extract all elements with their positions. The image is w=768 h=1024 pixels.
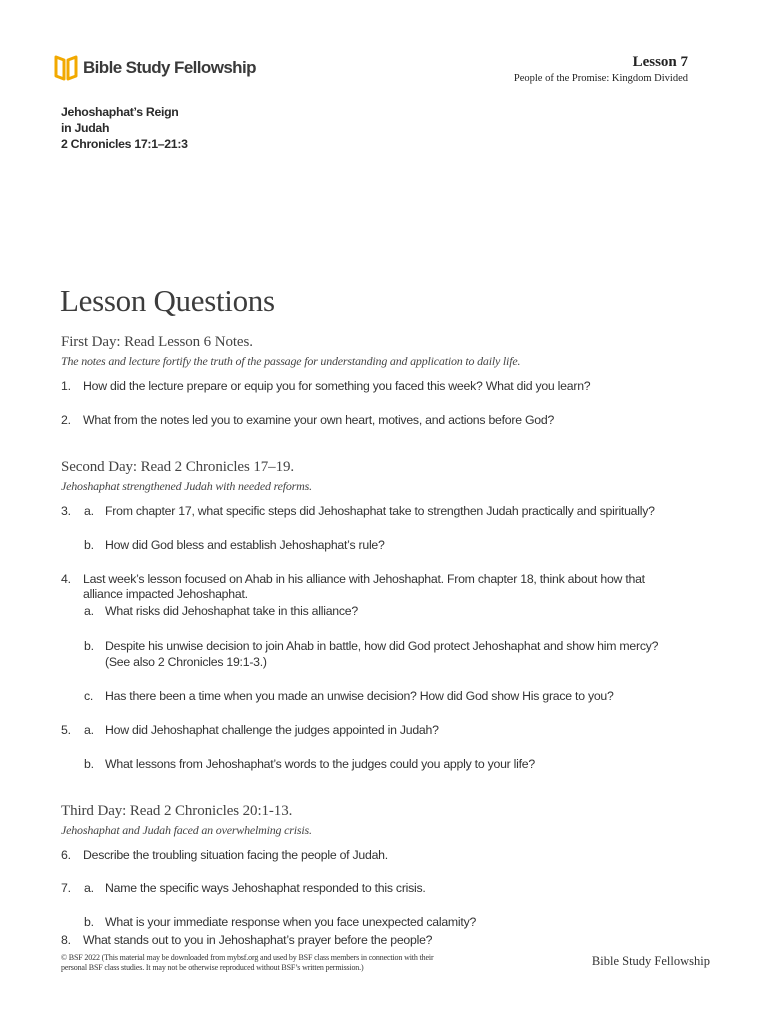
question-text: Despite his unwise decision to join Ahab in battle, how did God protect Jehoshaphat and show him mercy?: [105, 639, 659, 653]
question-text: What risks did Jehoshaphat take in this alliance?: [105, 604, 358, 618]
footer-brand: Bible Study Fellowship: [591, 954, 710, 968]
question-subletter: b.: [84, 639, 94, 653]
question-text: What is your immediate response when you face unexpected calamity?: [105, 915, 477, 929]
question-text: How did the lecture prepare or equip you for something you faced this week? What did you learn?: [83, 379, 591, 393]
question-number: 4.: [61, 572, 71, 586]
question-subletter: a.: [84, 723, 94, 737]
copyright-notice: [61, 953, 433, 973]
passage-line: in Judah: [61, 121, 110, 135]
question-text: Describe the troubling situation facing the people of Judah.: [83, 848, 388, 862]
question-number: 6.: [61, 848, 71, 862]
passage-reference: 2 Chronicles 17:1–21:3: [61, 137, 188, 151]
question-subletter: b.: [84, 915, 94, 929]
copyright-line: © BSF 2022 (This material may be downloaded from mybsf.org and used by BSF class members in connection with their: [61, 953, 434, 962]
day-subtitle-first: The notes and lecture fortify the truth of the passage for understanding and application to daily life.: [61, 354, 521, 368]
question-text: How did Jehoshaphat challenge the judges appointed in Judah?: [105, 723, 439, 737]
question-subletter: b.: [84, 538, 94, 552]
day-title-third: Third Day: Read 2 Chronicles 20:1-13.: [61, 803, 293, 819]
question-text: Has there been a time when you made an unwise decision? How did God show His grace to you?: [105, 689, 614, 703]
day-subtitle-third: Jehoshaphat and Judah faced an overwhelming crisis.: [61, 823, 312, 837]
question-number: 7.: [61, 881, 71, 895]
question-text: From chapter 17, what specific steps did Jehoshaphat take to strengthen Judah practically and spiritually?: [105, 504, 655, 518]
question-number: 3.: [61, 504, 71, 518]
brand-name: Bible Study Fellowship: [83, 58, 256, 77]
day-title-first: First Day: Read Lesson 6 Notes.: [61, 334, 253, 350]
question-text: Name the specific ways Jehoshaphat responded to this crisis.: [105, 881, 426, 895]
question-text: Last week’s lesson focused on Ahab in his alliance with Jehoshaphat. From chapter 18, think about how that: [83, 572, 645, 586]
question-number: 8.: [61, 933, 71, 947]
series-title: People of the Promise: Kingdom Divided: [513, 73, 688, 84]
open-book-icon: [53, 54, 79, 82]
question-text: alliance impacted Jehoshaphat.: [83, 587, 248, 601]
bsf-logo: [53, 54, 256, 82]
copyright-line: personal BSF class studies. It may not be otherwise reproduced without BSF’s written permission.): [61, 963, 364, 972]
question-text: What from the notes led you to examine your own heart, motives, and actions before God?: [83, 413, 555, 427]
question-subletter: c.: [84, 689, 94, 703]
question-subletter: a.: [84, 504, 94, 518]
question-number: 1.: [61, 379, 71, 393]
question-text: What lessons from Jehoshaphat’s words to the judges could you apply to your life?: [105, 757, 535, 771]
question-subletter: b.: [84, 757, 94, 771]
question-text: (See also 2 Chronicles 19:1-3.): [105, 655, 267, 669]
passage-title: [61, 104, 188, 152]
page-title: Lesson Questions: [60, 283, 275, 318]
lesson-number: Lesson 7: [632, 54, 688, 70]
question-subletter: a.: [84, 881, 94, 895]
question-number: 2.: [61, 413, 71, 427]
day-subtitle-second: Jehoshaphat strengthened Judah with needed reforms.: [61, 479, 312, 493]
question-text: What stands out to you in Jehoshaphat’s prayer before the people?: [83, 933, 433, 947]
day-title-second: Second Day: Read 2 Chronicles 17–19.: [61, 459, 295, 475]
question-subletter: a.: [84, 604, 94, 618]
question-text: How did God bless and establish Jehoshaphat’s rule?: [105, 538, 385, 552]
question-number: 5.: [61, 723, 71, 737]
passage-line: Jehoshaphat’s Reign: [61, 105, 179, 119]
